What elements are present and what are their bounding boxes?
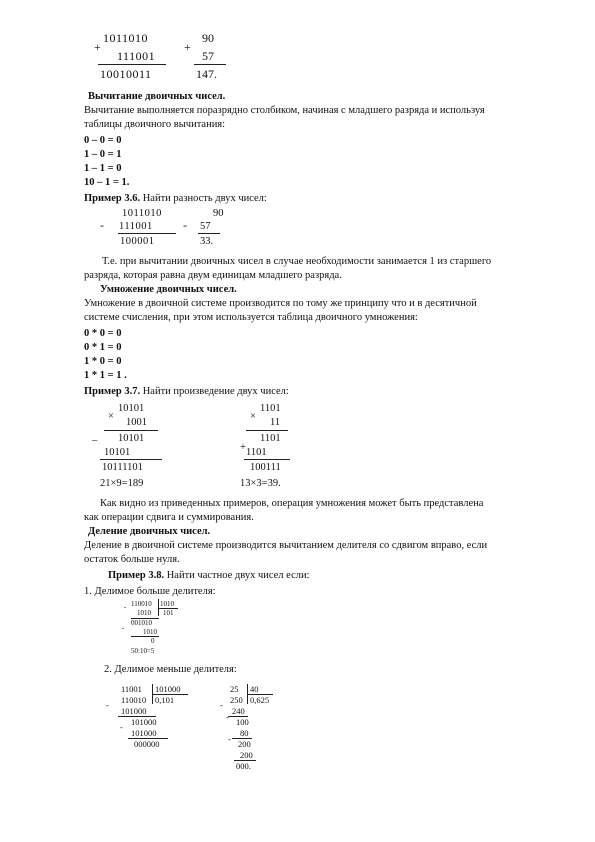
quotient: 0,625	[250, 695, 270, 705]
subtraction-intro-line2: таблицы двоичного вычитания:	[84, 119, 226, 130]
product-binary: 100111	[250, 462, 281, 473]
example-label: Пример 3.6.	[84, 193, 141, 204]
multiplicand: 1101	[260, 403, 281, 414]
plus-sign: +	[240, 442, 246, 453]
sum-binary: 10010011	[100, 67, 152, 81]
addend-binary-2: 111001	[117, 49, 156, 63]
times-sign: ×	[108, 411, 114, 422]
minus-sign: -	[220, 700, 223, 710]
difference-binary: 100001	[120, 236, 155, 247]
subtraction-intro-line1: Вычитание выполняется поразрядно столбиком, начиная с младшего разряда и используя	[84, 105, 485, 116]
final-remainder: 0	[151, 637, 155, 645]
shifted-dividend: 110010	[121, 695, 147, 705]
dividend: 110010	[131, 600, 152, 608]
multiplication-intro-line2: системе счисления, при этом используется таблица двоичного умножения:	[84, 312, 418, 323]
shifted-dividend: 250	[230, 695, 243, 705]
addend-binary-1: 1011010	[103, 31, 149, 45]
remainder: 200	[238, 739, 251, 749]
subtracted: 200	[240, 750, 253, 760]
multiplication-conclusion-line2: как операции сдвига и суммирования.	[84, 512, 254, 523]
subtraction-rule: 10 – 1 = 1.	[84, 177, 130, 188]
subtraction-note-line2: разряда, которая равна двум единицам младшего разряда.	[84, 270, 342, 281]
dividend: 11001	[121, 684, 142, 694]
subtraction-heading: Вычитание двоичных чисел.	[88, 91, 226, 102]
addend-decimal-2: 57	[202, 49, 214, 63]
division-heading: Деление двоичных чисел.	[88, 526, 211, 537]
subtracted: 101000	[121, 706, 147, 716]
division-intro-line1: Деление в двоичной системе производится вычитанием делителя со сдвигом вправо, если	[84, 540, 488, 551]
minuend-decimal: 90	[213, 208, 224, 219]
example-3-6-line	[84, 192, 267, 205]
example-label: Пример 3.7.	[84, 386, 141, 397]
minus-sign: -	[100, 218, 104, 232]
plus-sign: +	[184, 40, 191, 54]
product-binary: 10111101	[102, 462, 143, 473]
division-intro-line2: остаток больше нуля.	[84, 554, 180, 565]
partial-product: 10101	[104, 447, 131, 458]
subtracted: 101000	[131, 728, 157, 738]
multiplicand: 10101	[118, 403, 145, 414]
division-case2: 2. Делимое меньше делителя:	[104, 664, 237, 675]
example-3-8-line	[108, 569, 310, 582]
minus-sign: -	[124, 603, 127, 611]
difference-decimal: 33.	[200, 236, 214, 247]
example-text: Найти разность двух чисел:	[140, 193, 267, 204]
remainder: 001010	[131, 619, 152, 627]
quotient: 101	[163, 609, 174, 617]
multiplier: 11	[270, 417, 281, 428]
subtrahend-decimal: 57	[200, 221, 211, 232]
partial-product: 1101	[260, 433, 281, 444]
dividend: 25	[230, 684, 239, 694]
product-check: 13×3=39.	[240, 478, 281, 489]
minus-sign: -	[120, 722, 123, 732]
multiplication-rule: 0 * 1 = 0	[84, 342, 122, 353]
minus-sign: -	[226, 712, 229, 722]
subtracted: 80	[240, 728, 249, 738]
multiplication-conclusion-line1: Как видно из приведенных примеров, операция умножения может быть представлена	[100, 498, 484, 509]
subtraction-rule: 1 – 1 = 0	[84, 163, 122, 174]
multiplication-rule: 1 * 0 = 0	[84, 356, 122, 367]
final-remainder: 000000	[134, 739, 160, 749]
plus-sign: +	[94, 40, 101, 54]
subtraction-note-line1: Т.е. при вычитании двоичных чисел в случае необходимости занимается 1 из старшего	[102, 256, 492, 267]
divisor: 101000	[155, 684, 181, 694]
multiplication-rule: 1 * 1 = 1 .	[84, 370, 127, 381]
subtrahend-binary: 111001	[119, 221, 153, 232]
minuend-binary: 1011010	[122, 208, 162, 219]
example-3-7-line	[84, 385, 289, 398]
quotient: 0,101	[155, 695, 175, 705]
remainder: 100	[236, 717, 249, 727]
product-check: 21×9=189	[100, 478, 144, 489]
division-check: 50:10=5	[131, 647, 155, 655]
partial-product: 10101	[118, 433, 145, 444]
addend-decimal-1: 90	[202, 31, 214, 45]
subtraction-rule: 1 – 0 = 1	[84, 149, 122, 160]
minus-sign: -	[228, 734, 231, 744]
multiplication-intro-line1: Умножение в двоичной системе производится по тому же принципу что и в десятичной	[84, 298, 477, 309]
minus-sign: -	[122, 624, 125, 632]
final-remainder: 000.	[236, 761, 251, 771]
minus-sign: -	[183, 218, 187, 232]
example-text: Найти произведение двух чисел:	[140, 386, 289, 397]
minus-sign: -	[106, 700, 109, 710]
subtracted: 1010	[143, 628, 157, 636]
sum-decimal: 147.	[196, 67, 217, 81]
partial-product: 1101	[246, 447, 267, 458]
multiplication-rule: 0 * 0 = 0	[84, 328, 122, 339]
example-text: Найти частное двух чисел если:	[164, 570, 310, 581]
partial-sign: _	[92, 431, 98, 442]
subtraction-rule: 0 – 0 = 0	[84, 135, 122, 146]
multiplier: 1001	[126, 417, 147, 428]
example-label: Пример 3.8.	[108, 570, 165, 581]
subtracted: 1010	[137, 609, 151, 617]
divisor: 40	[250, 684, 259, 694]
remainder: 101000	[131, 717, 157, 727]
division-case1: 1. Делимое больше делителя:	[84, 586, 216, 597]
multiplication-heading: Умножение двоичных чисел.	[100, 284, 237, 295]
times-sign: ×	[250, 411, 256, 422]
divisor: 1010	[160, 600, 174, 608]
subtracted: 240	[232, 706, 245, 716]
